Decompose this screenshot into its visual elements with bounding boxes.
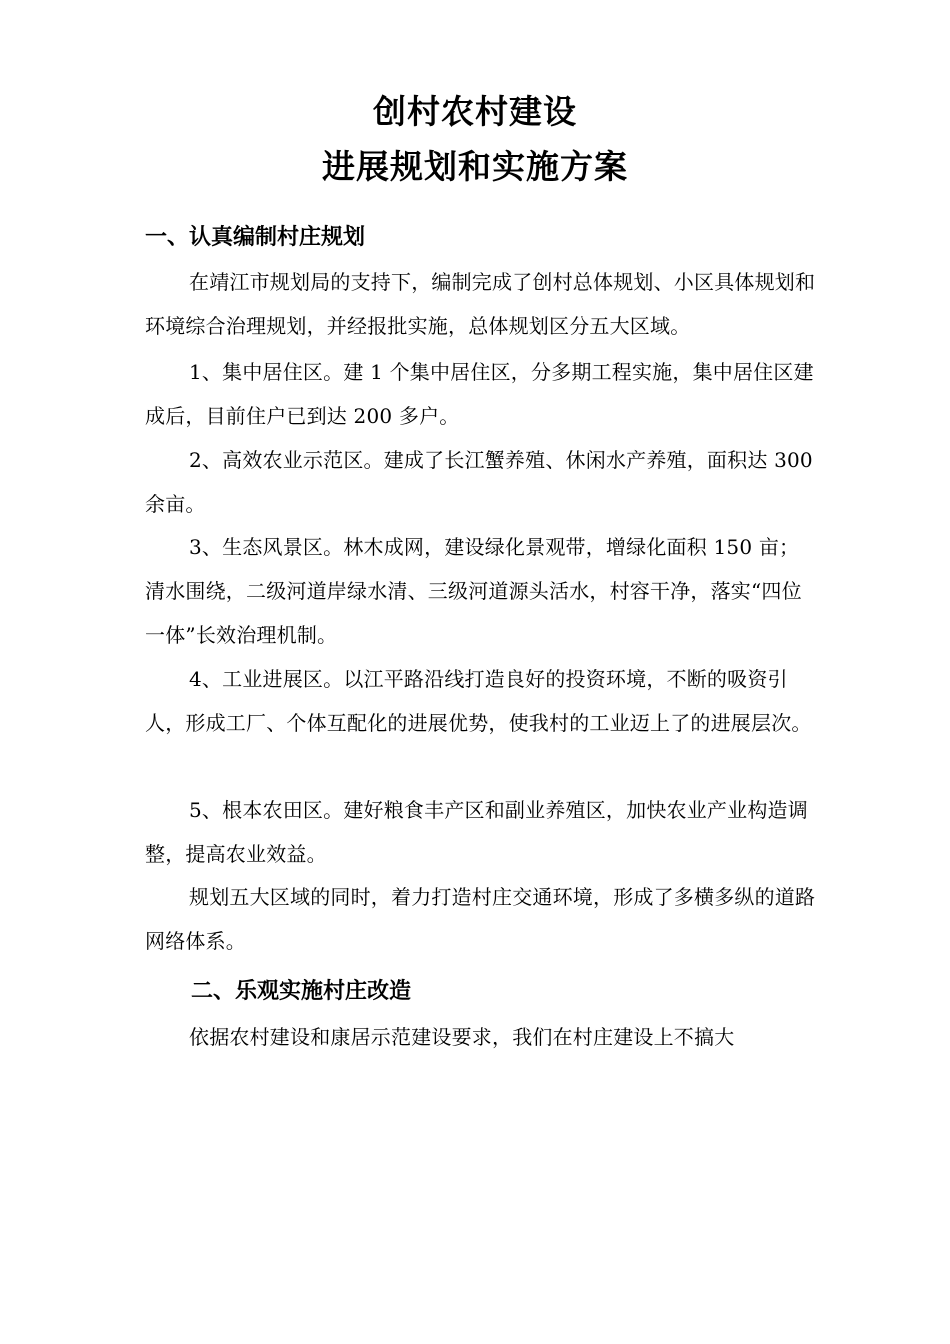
paragraph-summary: 规划五大区域的同时，着力打造村庄交通环境，形成了多横多纵的道路网络体系。: [145, 885, 816, 953]
section-heading-1: 一、认真编制村庄规划: [145, 225, 366, 250]
paragraph-zone-5: 5、根本农田区。建好粮食丰产区和副业养殖区，加快农业产业构造调整，提高农业效益。: [145, 798, 808, 866]
paragraph-zone-1: 1、集中居住区。建 1 个集中居住区，分多期工程实施，集中居住区建成后，目前住户已到达 200 多户。: [145, 360, 814, 428]
paragraph-zone-2: 2、高效农业示范区。建成了长江蟹养殖、休闲水产养殖，面积达 300 余亩。: [145, 448, 813, 516]
document-title-line-1: 创村农村建设: [373, 92, 577, 131]
section-heading-2: 二、乐观实施村庄改造: [191, 979, 412, 1004]
paragraph-intro: 在靖江市规划局的支持下，编制完成了创村总体规划、小区具体规划和环境综合治理规划，并经报批实施，总体规划区分五大区域。: [145, 270, 816, 338]
document-title-line-2: 进展规划和实施方案: [322, 147, 628, 186]
paragraph-zone-3: 3、生态风景区。林木成网，建设绿化景观带，增绿化面积 150 亩；清水围绕，二级河道岸绿水清、三级河道源头活水，村容干净，落实“四位一体”长效治理机制。: [145, 535, 802, 647]
paragraph-renovation: 依据农村建设和康居示范建设要求，我们在村庄建设上不搞大: [189, 1025, 735, 1049]
paragraph-zone-4: 4、工业进展区。以江平路沿线打造良好的投资环境，不断的吸资引人，形成工厂、个体互配化的进展优势，使我村的工业迈上了的进展层次。: [145, 667, 812, 735]
